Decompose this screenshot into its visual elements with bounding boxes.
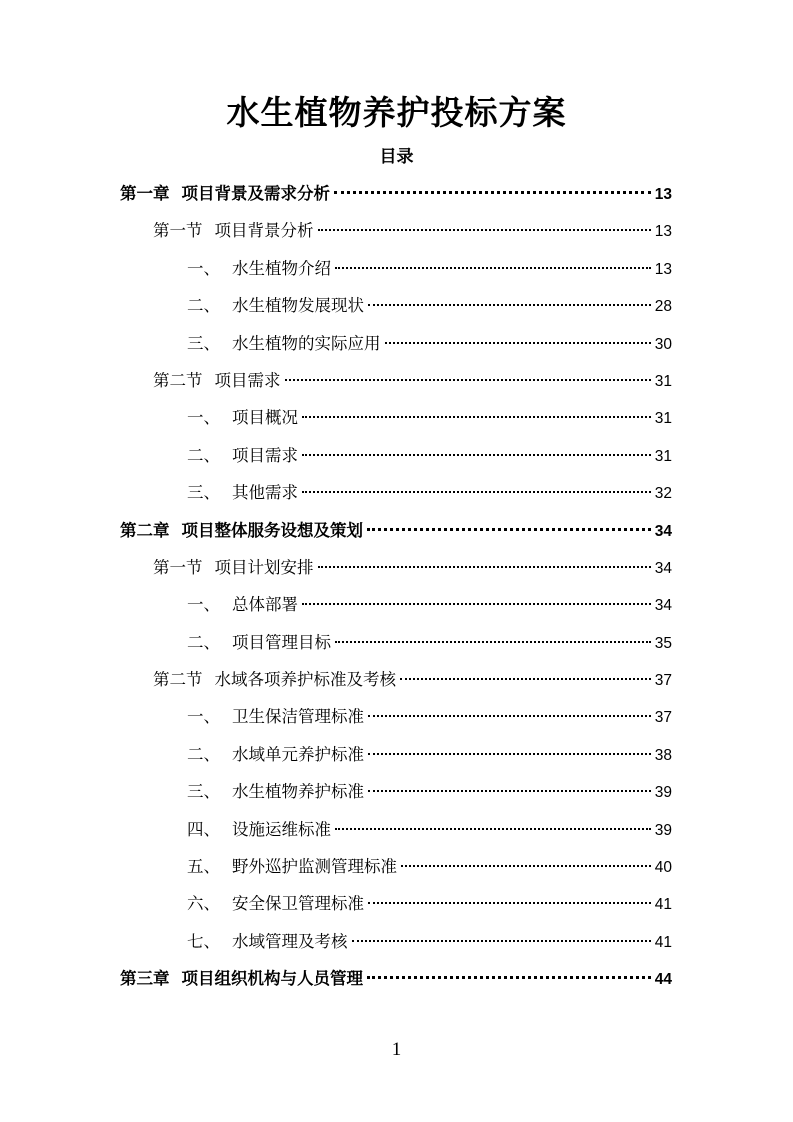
toc-entry[interactable]	[120, 586, 672, 623]
toc-entry-title: 安全保卫管理标准	[232, 894, 364, 914]
toc-entry-title: 设施运维标准	[232, 819, 331, 839]
toc-entry-title: 项目背景分析	[214, 221, 314, 241]
toc-entry-page: 38	[654, 746, 672, 764]
toc-entry-title: 水生植物养护标准	[232, 782, 364, 802]
toc-entry-title: 水生植物的实际应用	[232, 333, 381, 353]
toc-entry[interactable]	[120, 624, 672, 661]
toc-entry-page: 31	[654, 410, 672, 428]
toc-entry-title: 水域各项养护标准及考核	[214, 670, 396, 690]
toc-entry-number: 一、	[187, 707, 220, 727]
toc-entry[interactable]	[120, 287, 672, 324]
toc-entry-number: 第二节	[153, 670, 203, 690]
toc-heading: 目录	[379, 147, 414, 167]
table-of-contents	[120, 175, 672, 998]
toc-entry-page: 28	[654, 298, 672, 316]
toc-entry-number: 四、	[187, 819, 220, 839]
toc-dot-leader	[368, 753, 651, 755]
toc-entry-title: 卫生保洁管理标准	[232, 707, 364, 727]
toc-entry-number: 第二章	[120, 520, 170, 540]
toc-entry[interactable]	[120, 736, 672, 773]
toc-entry-number: 一、	[187, 408, 220, 428]
toc-dot-leader	[401, 865, 651, 867]
toc-entry-title: 其他需求	[232, 483, 298, 503]
toc-entry-number: 三、	[187, 333, 220, 353]
toc-dot-leader	[318, 566, 652, 568]
toc-dot-leader	[302, 491, 651, 493]
toc-entry[interactable]	[120, 698, 672, 735]
toc-entry-number: 第三章	[120, 969, 170, 989]
toc-dot-leader	[302, 454, 651, 456]
toc-entry-number: 二、	[187, 744, 220, 764]
toc-entry-number: 六、	[187, 894, 220, 914]
toc-entry-page: 34	[654, 559, 672, 577]
toc-entry-number: 一、	[187, 258, 220, 278]
toc-entry-number: 二、	[187, 445, 220, 465]
toc-entry-number: 七、	[187, 931, 220, 951]
toc-entry[interactable]	[120, 325, 672, 362]
toc-entry-title: 项目需求	[214, 370, 281, 390]
toc-entry-title: 项目背景及需求分析	[181, 184, 330, 203]
toc-entry-title: 项目需求	[232, 445, 298, 465]
toc-entry-page: 34	[654, 522, 672, 540]
toc-entry[interactable]	[120, 848, 672, 885]
toc-entry-page: 35	[654, 634, 672, 652]
toc-dot-leader	[334, 191, 651, 194]
toc-entry-title: 水域管理及考核	[232, 931, 348, 951]
toc-entry-page: 13	[654, 223, 672, 241]
document-title: 水生植物养护投标方案	[226, 93, 567, 132]
toc-dot-leader	[368, 902, 651, 904]
toc-entry-number: 第二节	[153, 370, 203, 390]
toc-dot-leader	[302, 603, 651, 605]
toc-entry-page: 37	[654, 709, 672, 727]
page-number: 1	[391, 1039, 402, 1060]
toc-dot-leader	[335, 641, 651, 643]
toc-entry[interactable]	[120, 512, 672, 549]
toc-dot-leader	[335, 828, 651, 830]
toc-entry-page: 31	[654, 447, 672, 465]
toc-entry-title: 水域单元养护标准	[232, 744, 364, 764]
toc-entry-page: 41	[654, 896, 672, 914]
toc-entry-title: 项目整体服务设想及策划	[181, 520, 363, 540]
toc-dot-leader	[367, 528, 651, 531]
toc-entry-title: 水生植物介绍	[232, 258, 331, 278]
toc-entry-number: 五、	[187, 857, 220, 877]
toc-entry-title: 项目管理目标	[232, 632, 331, 652]
toc-entry-page: 13	[654, 260, 672, 278]
toc-entry-page: 13	[654, 186, 672, 203]
toc-entry-number: 二、	[187, 632, 220, 652]
toc-dot-leader	[302, 416, 651, 418]
toc-entry-title: 项目组织机构与人员管理	[181, 969, 363, 989]
toc-entry-title: 项目概况	[232, 408, 298, 428]
toc-entry[interactable]	[120, 250, 672, 287]
toc-entry-page: 37	[654, 672, 672, 690]
toc-dot-leader	[368, 715, 651, 717]
toc-entry[interactable]	[120, 474, 672, 511]
toc-dot-leader	[368, 304, 651, 306]
toc-entry-number: 一、	[187, 595, 220, 615]
toc-entry-number: 第一章	[120, 184, 170, 203]
toc-dot-leader	[385, 342, 652, 344]
toc-entry-number: 二、	[187, 296, 220, 316]
toc-entry[interactable]	[120, 923, 672, 960]
toc-entry-number: 三、	[187, 782, 220, 802]
toc-dot-leader	[335, 267, 651, 269]
toc-entry-number: 三、	[187, 483, 220, 503]
toc-entry[interactable]	[120, 549, 672, 586]
toc-entry-page: 32	[654, 485, 672, 503]
toc-entry[interactable]	[120, 399, 672, 436]
toc-entry-page: 31	[654, 372, 672, 390]
toc-entry-page: 40	[654, 859, 672, 877]
toc-entry[interactable]	[120, 773, 672, 810]
toc-entry-page: 44	[654, 971, 672, 989]
toc-entry[interactable]	[120, 437, 672, 474]
toc-entry-number: 第一节	[153, 557, 203, 577]
toc-entry-title: 野外巡护监测管理标准	[232, 857, 397, 877]
toc-entry-page: 30	[654, 335, 672, 353]
toc-entry[interactable]	[120, 212, 672, 249]
toc-dot-leader	[367, 976, 651, 979]
toc-entry[interactable]	[120, 885, 672, 922]
toc-entry[interactable]	[120, 960, 672, 997]
toc-dot-leader	[285, 379, 652, 381]
toc-dot-leader	[368, 790, 651, 792]
toc-dot-leader	[352, 940, 652, 942]
toc-entry-page: 34	[654, 597, 672, 615]
toc-entry-title: 项目计划安排	[214, 557, 314, 577]
toc-entry[interactable]	[120, 811, 672, 848]
toc-entry[interactable]	[120, 661, 672, 698]
toc-entry-page: 41	[654, 933, 672, 951]
toc-dot-leader	[318, 229, 652, 231]
toc-entry-page: 39	[654, 784, 672, 802]
toc-entry[interactable]	[120, 175, 672, 212]
toc-entry-number: 第一节	[153, 221, 203, 241]
toc-entry-title: 水生植物发展现状	[232, 296, 364, 316]
toc-entry-title: 总体部署	[232, 595, 298, 615]
toc-entry[interactable]	[120, 362, 672, 399]
toc-dot-leader	[400, 678, 651, 680]
toc-entry-page: 39	[654, 821, 672, 839]
